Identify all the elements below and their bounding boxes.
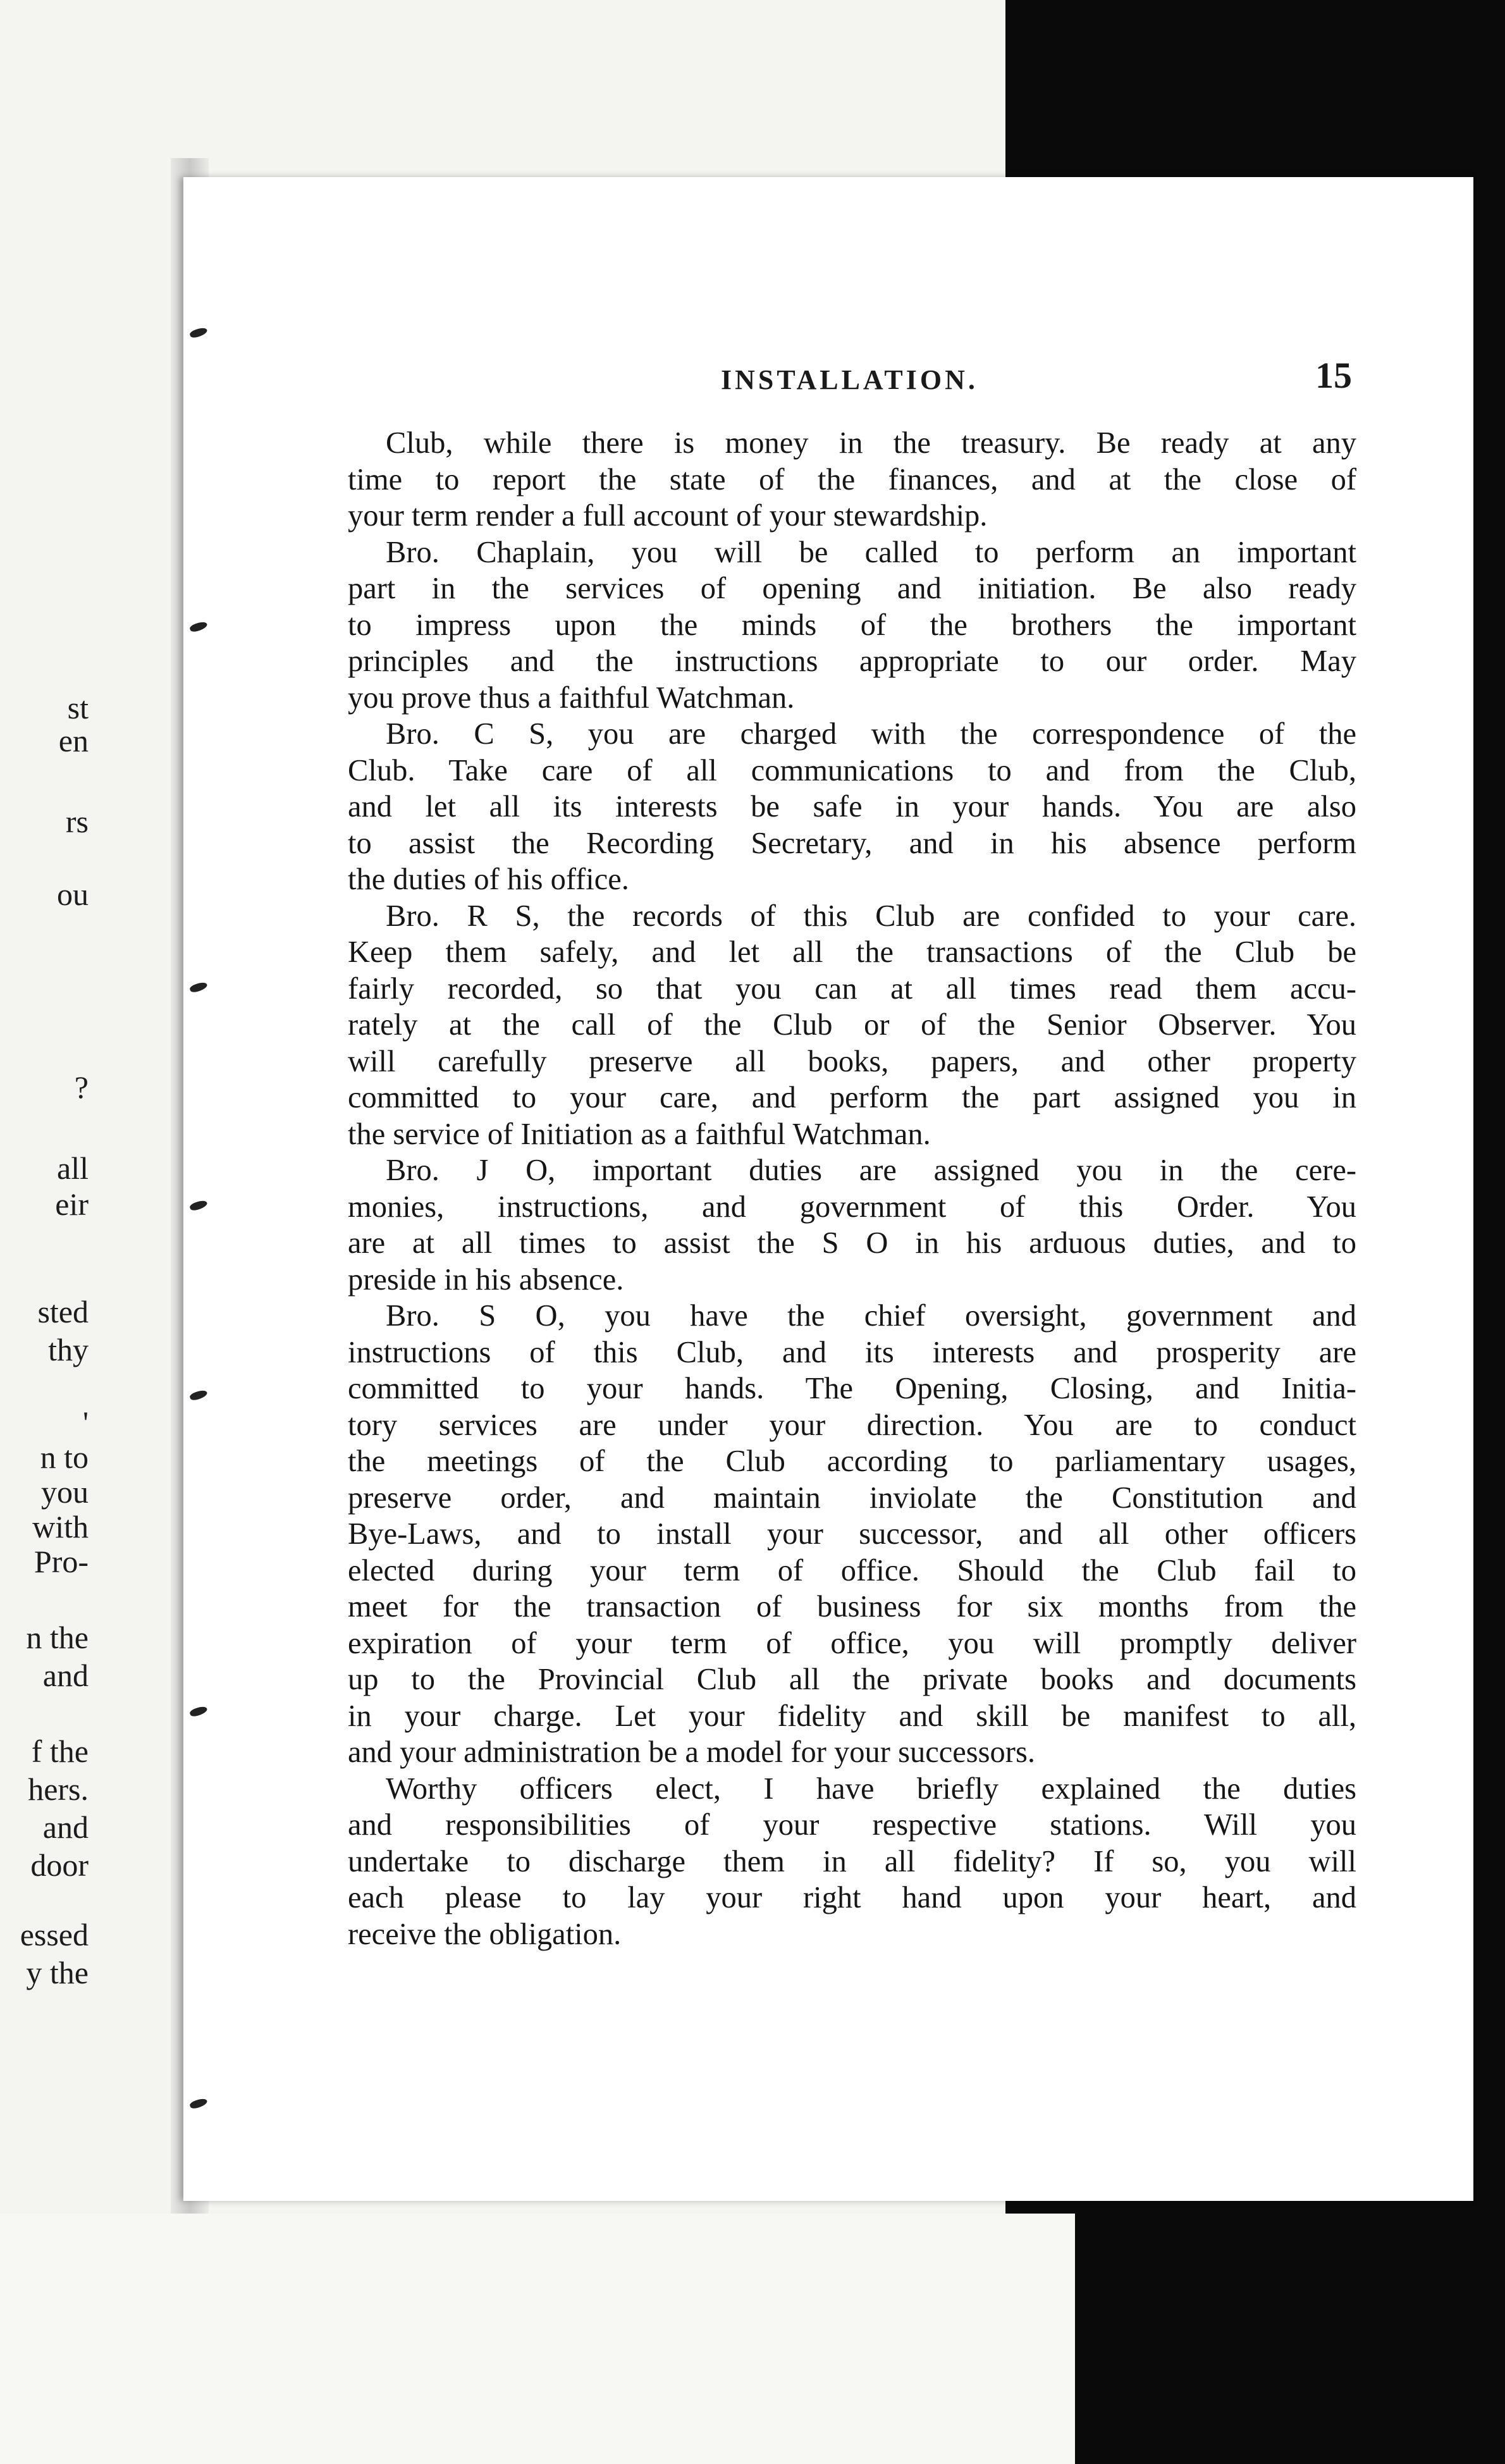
left-fragment: eir — [55, 1186, 89, 1222]
left-fragment: ou — [57, 877, 89, 912]
left-fragment: f the — [31, 1734, 89, 1769]
paragraph-line: principles and the instructions appropriate to our order. May — [348, 644, 1356, 678]
body-text — [348, 425, 1356, 1952]
paragraph-line: and your administration be a model for your successors. — [348, 1735, 1035, 1769]
paragraph-line: Club, while there is money in the treasury. Be ready at any — [386, 426, 1356, 460]
left-page-text-fragments — [0, 0, 114, 2464]
paragraph-line: receive the obligation. — [348, 1917, 622, 1951]
left-fragment: ' — [82, 1405, 89, 1440]
paragraph-line: part in the services of opening and initiation. Be also ready — [348, 572, 1356, 605]
paragraph-line: Bro. S O, you have the chief oversight, government and — [386, 1299, 1356, 1333]
paragraph-line: the meetings of the Club according to parliamentary usages, — [348, 1445, 1356, 1478]
left-fragment: rs — [65, 804, 89, 839]
left-fragment: Pro- — [34, 1544, 89, 1579]
paragraph-line: the service of Initiation as a faithful Watchman. — [348, 1117, 931, 1151]
left-fragment: en — [58, 723, 89, 758]
paragraph-line: instructions of this Club, and its interests and prosperity are — [348, 1335, 1356, 1369]
paragraph-line: Bye-Laws, and to install your successor, and all other officers — [348, 1517, 1356, 1551]
left-fragment: hers. — [28, 1771, 89, 1807]
left-fragment: door — [30, 1847, 89, 1883]
paragraph-line: preside in his absence. — [348, 1262, 624, 1297]
left-fragment: thy — [48, 1332, 89, 1367]
left-fragment: y the — [26, 1955, 89, 1990]
paragraph-line: to impress upon the minds of the brothers the important — [348, 608, 1356, 642]
left-fragment: and — [42, 1809, 89, 1845]
paragraph-line: time to report the state of the finances, and at the close of — [348, 462, 1356, 496]
paragraph-line: Bro. C S, you are charged with the correspondence of the — [386, 717, 1356, 751]
paragraph-line: Worthy officers elect, I have briefly explained the duties — [386, 1771, 1356, 1806]
bottom-paper-strip — [0, 2214, 1075, 2464]
paragraph-line: committed to your care, and perform the part assigned you in — [348, 1081, 1356, 1114]
paragraph-line: in your charge. Let your fidelity and skill be manifest to all, — [348, 1699, 1356, 1733]
page-number: 15 — [1315, 355, 1352, 396]
paragraph-line: Club. Take care of all communications to and from the Club, — [348, 753, 1356, 787]
left-fragment: you — [41, 1474, 89, 1510]
paragraph-line: expiration of your term of office, you will promptly deliver — [348, 1626, 1356, 1660]
paragraph-line: up to the Provincial Club all the private books and documents — [348, 1663, 1356, 1696]
paragraph-line: and let all its interests be safe in your hands. You are also — [348, 790, 1356, 823]
paragraph-line: preserve order, and maintain inviolate the Constitution and — [348, 1481, 1356, 1515]
left-fragment: sted — [37, 1294, 89, 1329]
paragraph-line: and responsibilities of your respective stations. Will you — [348, 1808, 1356, 1842]
paragraph-line: undertake to discharge them in all fidelity? If so, you will — [348, 1844, 1356, 1878]
paragraph-line: each please to lay your right hand upon your heart, and — [348, 1881, 1356, 1914]
paragraph-line: rately at the call of the Club or of the Senior Observer. You — [348, 1008, 1356, 1042]
paragraph-line: will carefully preserve all books, papers, and other property — [348, 1044, 1356, 1078]
paragraph-line: the duties of his office. — [348, 863, 629, 896]
left-fragment: all — [57, 1150, 89, 1186]
paragraph-line: you prove thus a faithful Watchman. — [348, 681, 795, 715]
paragraph-line: meet for the transaction of business for six months from the — [348, 1590, 1356, 1623]
left-fragment: n to — [40, 1439, 89, 1475]
left-fragment: st — [67, 690, 89, 725]
paragraph-line: are at all times to assist the S O in his arduous duties, and to — [348, 1226, 1356, 1260]
paragraph-line: fairly recorded, so that you can at all times read them accu- — [348, 971, 1356, 1006]
paragraph-line: Bro. J O, important duties are assigned you in the cere- — [386, 1154, 1356, 1187]
left-fragment: ? — [74, 1069, 89, 1105]
running-head: INSTALLATION. — [721, 364, 978, 395]
left-fragment: essed — [20, 1917, 89, 1952]
paragraph-line: Bro. Chaplain, you will be called to perform an important — [386, 535, 1356, 569]
paragraph-line: Bro. R S, the records of this Club are confided to your care. — [386, 899, 1356, 933]
paragraph-line: tory services are under your direction. You are to conduct — [348, 1408, 1356, 1442]
paragraph-line: monies, instructions, and government of this Order. You — [348, 1190, 1356, 1224]
left-fragment: with — [32, 1509, 89, 1544]
paragraph-line: elected during your term of office. Should the Club fail to — [348, 1553, 1356, 1587]
paragraph-line: Keep them safely, and let all the transactions of the Club be — [348, 935, 1356, 969]
left-fragment: n the — [26, 1620, 89, 1655]
paragraph-line: to assist the Recording Secretary, and in his absence perform — [348, 826, 1356, 860]
paragraph-line: committed to your hands. The Opening, Closing, and Initia- — [348, 1372, 1356, 1405]
left-fragment: and — [42, 1658, 89, 1693]
paragraph-line: your term render a full account of your stewardship. — [348, 499, 988, 533]
